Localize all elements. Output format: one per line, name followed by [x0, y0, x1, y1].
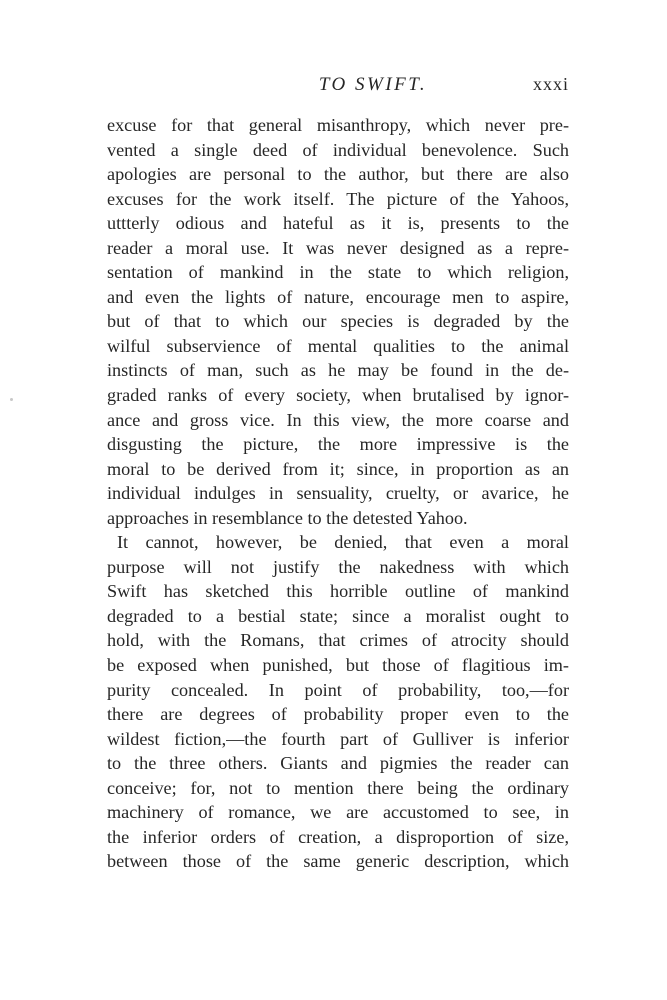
text-line: excuse for that general misanthropy, which never pre-: [107, 115, 569, 135]
text-line: to the three others. Giants and pigmies the reader can: [107, 753, 569, 774]
text-line: degraded to a bestial state; since a moralist ought to: [107, 605, 569, 626]
running-title: TO SWIFT.: [318, 74, 428, 95]
text-line: individual indulges in sensuality, cruelty, or avarice, he: [107, 483, 569, 504]
text-line: there are degrees of probability proper even to the: [107, 704, 569, 725]
text-line: and even the lights of nature, encourage men to aspire,: [107, 286, 569, 307]
paragraph-start-line: It cannot, however, be denied, that even a moral: [117, 532, 569, 553]
text-line: instincts of man, such as he may be found in the de-: [107, 360, 569, 381]
text-line: reader a moral use. It was never designed as a repre-: [107, 237, 569, 258]
text-line: graded ranks of every society, when brutalised by ignor-: [107, 385, 569, 406]
text-line: Swift has sketched this horrible outline of mankind: [107, 581, 569, 602]
text-line: excuses for the work itself. The picture of the Yahoos,: [107, 188, 569, 209]
text-line: purity concealed. In point of probability, too,—for: [107, 679, 569, 700]
paper-speck: [10, 398, 13, 401]
text-line: disgusting the picture, the more impressive is the: [107, 434, 569, 455]
text-line: wilful subservience of mental qualities to the animal: [107, 335, 569, 356]
text-line: ance and gross vice. In this view, the more coarse and: [107, 409, 569, 430]
page-number: xxxi: [532, 74, 569, 94]
text-line: machinery of romance, we are accustomed to see, in: [107, 802, 569, 823]
body-text: [107, 113, 569, 874]
text-line: purpose will not justify the nakedness with which: [107, 556, 569, 577]
text-line: apologies are personal to the author, but there are also: [107, 164, 569, 185]
text-line: uttterly odious and hateful as it is, presents to the: [107, 213, 569, 234]
text-line: between those of the same generic description, which: [107, 851, 569, 872]
text-line: hold, with the Romans, that crimes of atrocity should: [107, 630, 569, 651]
text-line: wildest fiction,—the fourth part of Gulliver is inferior: [107, 728, 569, 749]
text-line: sentation of mankind in the state to which religion,: [107, 262, 569, 283]
text-line: moral to be derived from it; since, in proportion as an: [107, 458, 569, 479]
text-line: vented a single deed of individual benevolence. Such: [107, 139, 569, 160]
running-head: [107, 74, 569, 104]
paragraph-end-line: approaches in resemblance to the detested Yahoo.: [107, 507, 468, 528]
text-line: but of that to which our species is degraded by the: [107, 311, 569, 332]
text-line: conceive; for, not to mention there being the ordinary: [107, 777, 569, 798]
text-line: be exposed when punished, but those of flagitious im-: [107, 655, 569, 676]
text-line: the inferior orders of creation, a disproportion of size,: [107, 826, 569, 847]
